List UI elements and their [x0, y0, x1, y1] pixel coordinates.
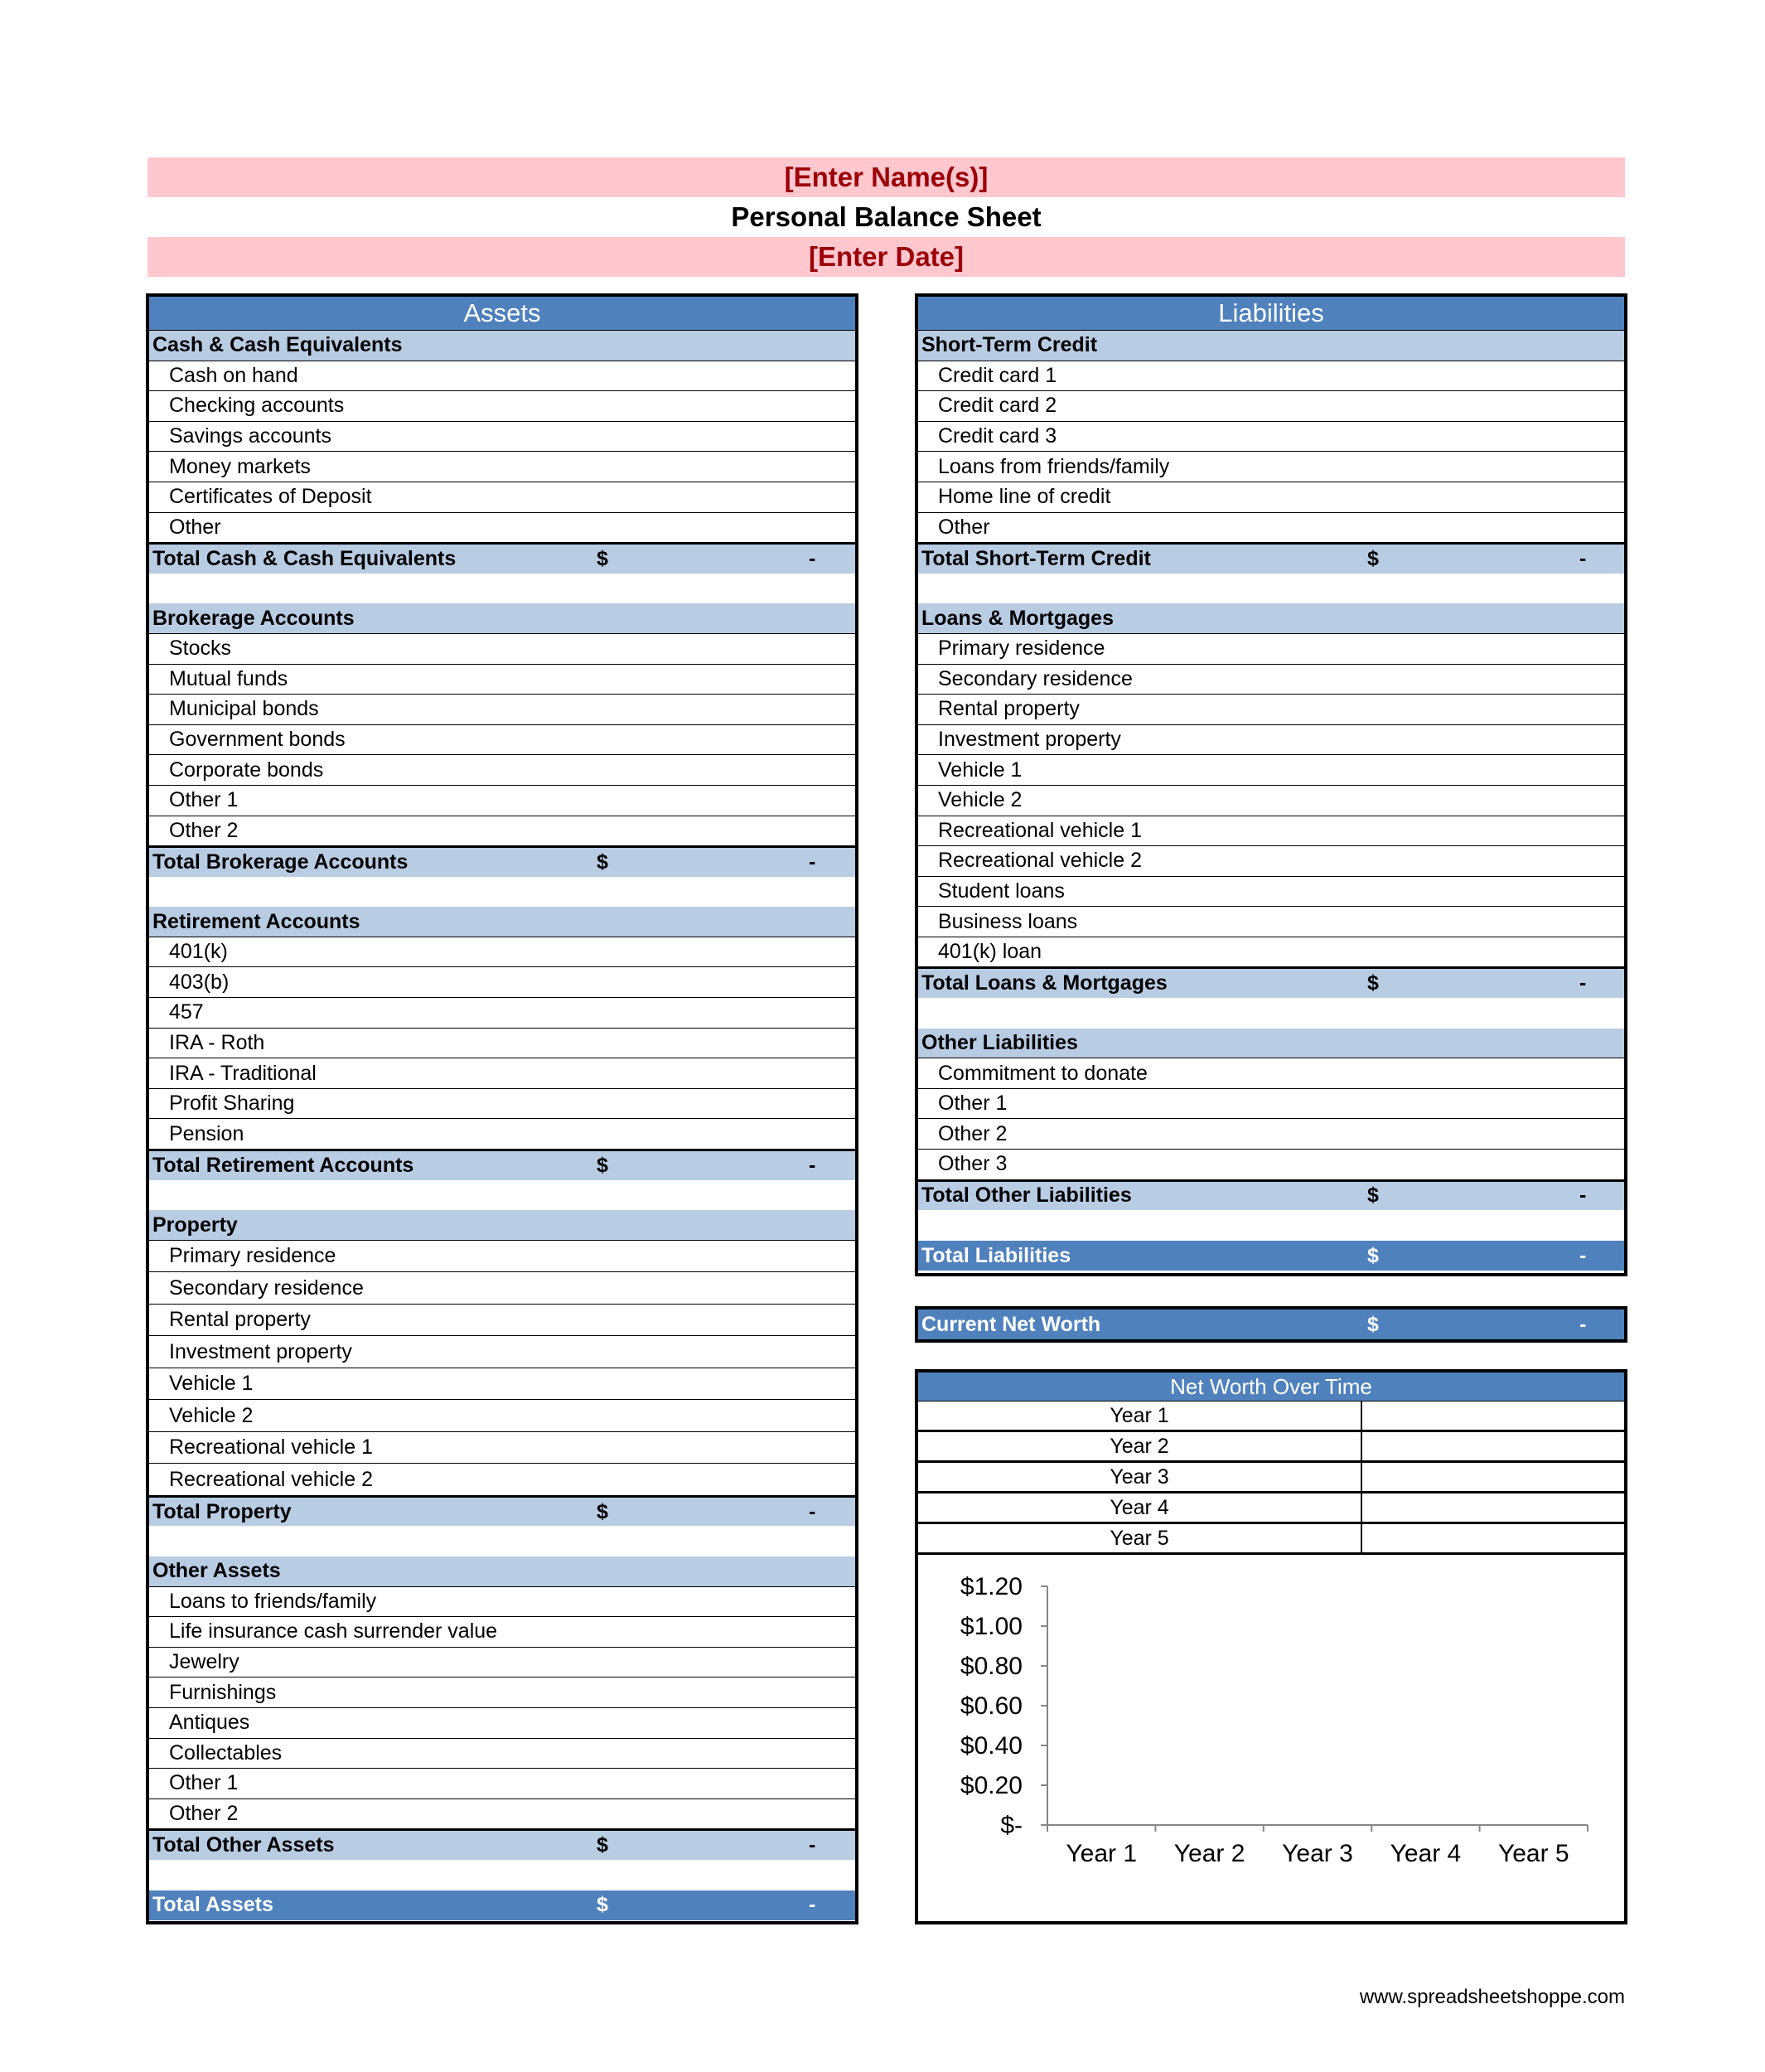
section-header-retirement: Retirement Accounts [149, 907, 855, 937]
section-header-other-liabilities: Other Liabilities [918, 1029, 1624, 1059]
total-label: Total Other Liabilities [921, 1184, 1132, 1208]
assets-header: Assets [149, 297, 855, 331]
section-total-other-assets [149, 1829, 855, 1860]
section-total-cash [149, 543, 855, 574]
total-assets-label: Total Assets [152, 1893, 273, 1917]
line-item[interactable]: 401(k) [149, 937, 855, 968]
net-worth-year-label: Year 1 [918, 1402, 1362, 1430]
line-item[interactable]: Business loans [918, 907, 1624, 937]
net-worth-year-row [918, 1524, 1624, 1555]
spacer-row [149, 574, 855, 604]
total-currency: $ [597, 1499, 608, 1523]
line-item[interactable]: Profit Sharing [149, 1089, 855, 1120]
total-assets [149, 1890, 855, 1921]
line-item[interactable]: Student loans [918, 877, 1624, 908]
line-item[interactable]: Pension [149, 1119, 855, 1150]
spacer-row [149, 1860, 855, 1890]
current-net-worth-label: Current Net Worth [921, 1312, 1101, 1336]
total-value: - [809, 1499, 816, 1523]
net-worth-year-label: Year 4 [918, 1493, 1362, 1522]
line-item[interactable]: Recreational vehicle 2 [918, 846, 1624, 877]
total-currency: $ [597, 1833, 608, 1857]
y-tick-label: $0.80 [960, 1653, 1023, 1680]
net-worth-year-row [918, 1432, 1624, 1463]
spacer-row [918, 998, 1624, 1029]
line-item[interactable]: Other 1 [918, 1089, 1624, 1120]
section-header-other-assets: Other Assets [149, 1556, 855, 1587]
x-tick-label: Year 4 [1390, 1840, 1462, 1867]
name-field[interactable]: [Enter Name(s)] [147, 157, 1625, 197]
total-assets-currency: $ [597, 1893, 608, 1917]
total-currency: $ [597, 850, 608, 874]
line-item[interactable]: Other 1 [149, 1769, 855, 1799]
line-item[interactable]: Antiques [149, 1708, 855, 1739]
line-item[interactable]: Checking accounts [149, 391, 855, 422]
section-header-property: Property [149, 1210, 855, 1241]
line-item[interactable]: Vehicle 2 [918, 786, 1624, 816]
line-item[interactable]: Other [918, 513, 1624, 544]
line-item[interactable]: Municipal bonds [149, 695, 855, 725]
net-worth-year-label: Year 5 [918, 1524, 1362, 1552]
total-currency: $ [1367, 546, 1379, 570]
x-tick-label: Year 5 [1497, 1840, 1569, 1867]
net-worth-year-value[interactable] [1362, 1463, 1624, 1491]
x-tick-label: Year 2 [1173, 1840, 1245, 1867]
total-value: - [809, 546, 816, 570]
section-header-brokerage: Brokerage Accounts [149, 603, 855, 634]
assets-panel [146, 293, 858, 1924]
total-value: - [1579, 1184, 1587, 1208]
net-worth-year-value[interactable] [1362, 1524, 1624, 1552]
line-item[interactable]: Investment property [918, 725, 1624, 756]
line-item[interactable]: Loans from friends/family [918, 452, 1624, 482]
line-item[interactable]: Stocks [149, 634, 855, 665]
line-item[interactable]: Investment property [149, 1336, 855, 1368]
y-tick-label: $0.60 [960, 1692, 1023, 1720]
total-value: - [809, 1833, 816, 1857]
section-total-retirement [149, 1150, 855, 1180]
current-net-worth-currency: $ [1367, 1312, 1379, 1336]
total-liabilities [918, 1241, 1624, 1271]
net-worth-chart [918, 1555, 1624, 1920]
line-item[interactable]: Other [149, 513, 855, 544]
line-item[interactable]: Certificates of Deposit [149, 482, 855, 513]
line-item[interactable]: Vehicle 1 [149, 1368, 855, 1401]
total-label: Total Other Assets [152, 1833, 335, 1857]
line-item[interactable]: 457 [149, 998, 855, 1029]
line-item[interactable]: Loans to friends/family [149, 1587, 855, 1618]
line-item[interactable]: Home line of credit [918, 482, 1624, 513]
net-worth-table [918, 1402, 1624, 1555]
total-liabilities-label: Total Liabilities [921, 1243, 1071, 1267]
spacer-row [149, 1526, 855, 1556]
net-worth-year-label: Year 3 [918, 1463, 1362, 1491]
total-label: Total Cash & Cash Equivalents [152, 546, 457, 570]
net-worth-over-time-panel [915, 1369, 1627, 1924]
line-item[interactable]: 403(b) [149, 967, 855, 998]
liabilities-header: Liabilities [918, 297, 1624, 331]
line-item[interactable]: Secondary residence [918, 665, 1624, 695]
section-total-brokerage [149, 846, 855, 877]
y-tick-label: $0.40 [960, 1732, 1023, 1760]
line-item[interactable]: Credit card 3 [918, 422, 1624, 453]
line-item[interactable]: Other 2 [149, 816, 855, 847]
section-total-short-term [918, 543, 1624, 574]
line-item[interactable]: Vehicle 1 [918, 755, 1624, 786]
total-value: - [1579, 971, 1587, 995]
line-item[interactable]: Cash on hand [149, 361, 855, 392]
total-liabilities-currency: $ [1367, 1243, 1379, 1267]
net-worth-year-row [918, 1463, 1624, 1493]
total-value: - [1579, 546, 1587, 570]
line-item[interactable]: Primary residence [918, 634, 1624, 665]
section-header-loans: Loans & Mortgages [918, 603, 1624, 634]
total-label: Total Retirement Accounts [152, 1153, 414, 1177]
net-worth-year-value[interactable] [1362, 1402, 1624, 1430]
line-item[interactable]: Other 3 [918, 1150, 1624, 1180]
line-item[interactable]: Rental property [149, 1305, 855, 1337]
date-field[interactable]: [Enter Date] [147, 237, 1625, 277]
y-tick-label: $1.00 [960, 1613, 1023, 1640]
line-item[interactable]: Life insurance cash surrender value [149, 1617, 855, 1648]
y-tick-label: $- [1000, 1812, 1023, 1839]
liabilities-body [918, 331, 1624, 1271]
line-item[interactable]: Other 2 [918, 1119, 1624, 1150]
section-total-other-liabilities [918, 1180, 1624, 1211]
line-item[interactable]: Recreational vehicle 1 [918, 816, 1624, 847]
total-currency: $ [1367, 1184, 1379, 1208]
line-item[interactable]: Credit card 1 [918, 361, 1624, 392]
line-item[interactable]: Secondary residence [149, 1272, 855, 1305]
total-label: Total Loans & Mortgages [921, 971, 1168, 995]
y-tick-label: $0.20 [960, 1772, 1023, 1799]
line-item[interactable]: Recreational vehicle 2 [149, 1464, 855, 1496]
section-header-short-term: Short-Term Credit [918, 331, 1624, 361]
net-worth-year-value[interactable] [1362, 1493, 1624, 1522]
x-tick-label: Year 1 [1066, 1840, 1138, 1867]
total-label: Total Short-Term Credit [921, 546, 1151, 570]
section-total-property [149, 1496, 855, 1527]
x-tick-label: Year 3 [1282, 1840, 1353, 1867]
line-item[interactable]: Furnishings [149, 1677, 855, 1708]
total-currency: $ [1367, 971, 1379, 995]
line-item[interactable]: Mutual funds [149, 665, 855, 695]
line-item[interactable]: Government bonds [149, 725, 855, 756]
website-footer[interactable]: www.spreadsheetshoppe.com [1359, 1986, 1625, 2008]
assets-body [149, 331, 855, 1920]
current-net-worth-panel [915, 1306, 1627, 1343]
line-item[interactable]: Recreational vehicle 1 [149, 1432, 855, 1464]
line-item[interactable]: Collectables [149, 1739, 855, 1769]
line-item[interactable]: IRA - Traditional [149, 1058, 855, 1089]
page-title: Personal Balance Sheet [147, 197, 1625, 237]
line-item[interactable]: 401(k) loan [918, 937, 1624, 968]
spacer-row [149, 1180, 855, 1211]
net-worth-year-row [918, 1493, 1624, 1524]
line-item[interactable]: Corporate bonds [149, 755, 855, 786]
spacer-row [918, 574, 1624, 604]
net-worth-year-value[interactable] [1362, 1432, 1624, 1460]
line-item[interactable]: Credit card 2 [918, 391, 1624, 422]
spacer-row [918, 1210, 1624, 1241]
total-value: - [809, 1153, 816, 1177]
y-tick-label: $1.20 [960, 1573, 1023, 1600]
net-worth-over-time-header: Net Worth Over Time [918, 1372, 1624, 1402]
line-item[interactable]: Money markets [149, 452, 855, 482]
liabilities-panel [915, 293, 1627, 1276]
line-item[interactable]: Savings accounts [149, 422, 855, 453]
current-net-worth-value: - [1579, 1312, 1587, 1336]
total-label: Total Brokerage Accounts [152, 850, 409, 874]
section-total-loans [918, 967, 1624, 998]
line-item[interactable]: Commitment to donate [918, 1058, 1624, 1089]
total-assets-value: - [809, 1893, 816, 1917]
total-label: Total Property [152, 1499, 292, 1523]
total-currency: $ [597, 546, 608, 570]
total-currency: $ [597, 1153, 608, 1177]
total-value: - [809, 850, 816, 874]
spacer-row [149, 877, 855, 908]
line-item[interactable]: IRA - Roth [149, 1029, 855, 1059]
line-item[interactable]: Other 1 [149, 786, 855, 816]
net-worth-year-label: Year 2 [918, 1432, 1362, 1460]
current-net-worth-row [918, 1310, 1624, 1339]
line-item[interactable]: Jewelry [149, 1648, 855, 1678]
line-item[interactable]: Vehicle 2 [149, 1400, 855, 1432]
section-header-cash: Cash & Cash Equivalents [149, 331, 855, 361]
net-worth-year-row [918, 1402, 1624, 1432]
line-item[interactable]: Other 2 [149, 1799, 855, 1830]
line-item[interactable]: Rental property [918, 695, 1624, 725]
total-liabilities-value: - [1579, 1243, 1587, 1267]
line-item[interactable]: Primary residence [149, 1241, 855, 1273]
